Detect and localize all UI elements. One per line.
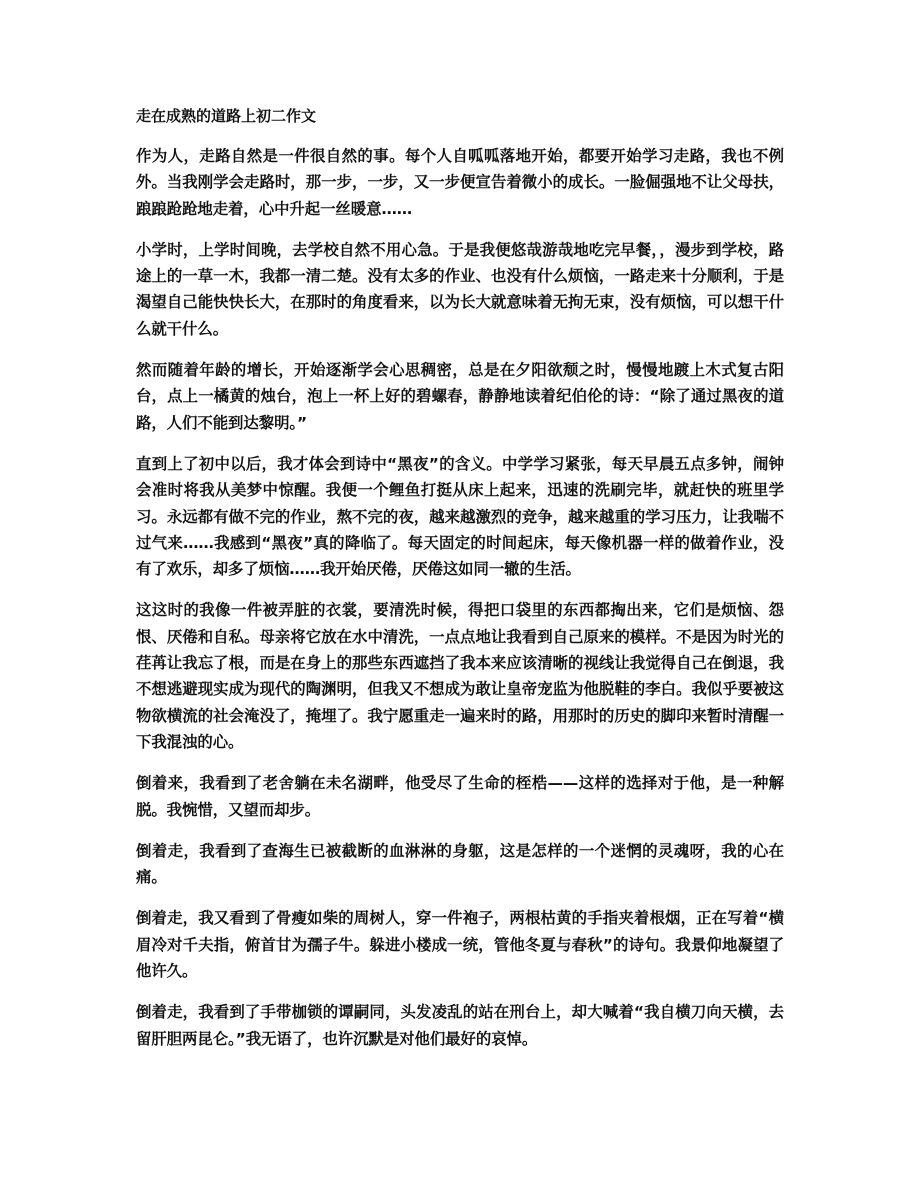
document-page [136,103,784,1067]
document-title: 走在成熟的道路上初二作文 [136,107,317,125]
paragraph-9: 倒着走，我看到了手带枷锁的谭嗣同，头发凌乱的站在刑台上，却大喊着“我自横刀向天横，去留肝胆两昆仑。”我无语了，也许沉默是对他们最好的哀悼。 [136,1003,784,1048]
paragraph-4: 直到上了初中以后，我才体会到诗中“黑夜”的含义。中学学习紧张，每天早晨五点多钟，闹钟会准时将我从美梦中惊醒。我便一个鲤鱼打挺从床上起来，迅速的洗刷完毕，就赶快的班里学习。永远都有做不完的作业，熬不完的夜，越来越激烈的竞争，越来越重的学习压力，让我喘不过气来……我感到“黑夜”真的降临了。每天固定的时间起床，每天像机器一样的做着作业，没有了欢乐，却多了烦恼……我开始厌倦，厌倦这如同一辙的生活。 [136,454,784,579]
paragraph-6: 倒着来，我看到了老舍躺在未名湖畔，他受尽了生命的桎梏——这样的选择对于他，是一种解脱。我惋惜，又望而却步。 [136,774,784,819]
paragraph-3: 然而随着年龄的增长，开始逐渐学会心思稠密，总是在夕阳欲颓之时，慢慢地踱上木式复古阳台，点上一橘黄的烛台，泡上一杯上好的碧螺春，静静地读着纪伯伦的诗：“除了通过黑夜的道路，人们不能到达黎明。” [136,361,784,432]
paragraph-7: 倒着走，我看到了查海生已被截断的血淋淋的身躯，这是怎样的一个迷惘的灵魂呀，我的心在痛。 [136,841,784,887]
paragraph-8: 倒着走，我又看到了骨瘦如柴的周树人，穿一件袍子，两根枯黄的手指夹着根烟，正在写着“横眉冷对千夫指，俯首甘为孺子牛。躲进小楼成一统，管他冬夏与春秋”的诗句。我景仰地凝望了他许久。 [136,909,784,981]
paragraph-1: 作为人，走路自然是一件很自然的事。每个人自呱呱落地开始，都要开始学习走路，我也不例外。当我刚学会走路时，那一步，一步，又一步便宣告着微小的成长。一脸倔强地不让父母扶，踉踉跄跄地走着，心中升起一丝暖意…… [136,147,784,218]
paragraph-2: 小学时，上学时间晚，去学校自然不用心急。于是我便悠哉游哉地吃完早餐，，漫步到学校，路途上的一草一木，我都一清二楚。没有太多的作业、也没有什么烦恼，一路走来十分顺利，于是渴望自己能快快长大，在那时的角度看来，以为长大就意味着无拘无束，没有烦恼，可以想干什么就干什么。 [136,240,784,338]
paragraph-5: 这这时的我像一件被弄脏的衣裳，要清洗时候，得把口袋里的东西都掏出来，它们是烦恼、怨恨、厌倦和自私。母亲将它放在水中清洗，一点点地让我看到自己原来的模样。不是因为时光的荏苒让我忘了根，而是在身上的那些东西遮挡了我本来应该清晰的视线让我觉得自己在倒退，我不想逃避现实成为现代的陶渊明，但我又不想成为敢让皇帝宠监为他脱鞋的李白。我似乎要被这物欲横流的社会淹没了，掩埋了。我宁愿重走一遍来时的路，用那时的历史的脚印来暂时清醒一下我混浊的心。 [136,601,784,751]
